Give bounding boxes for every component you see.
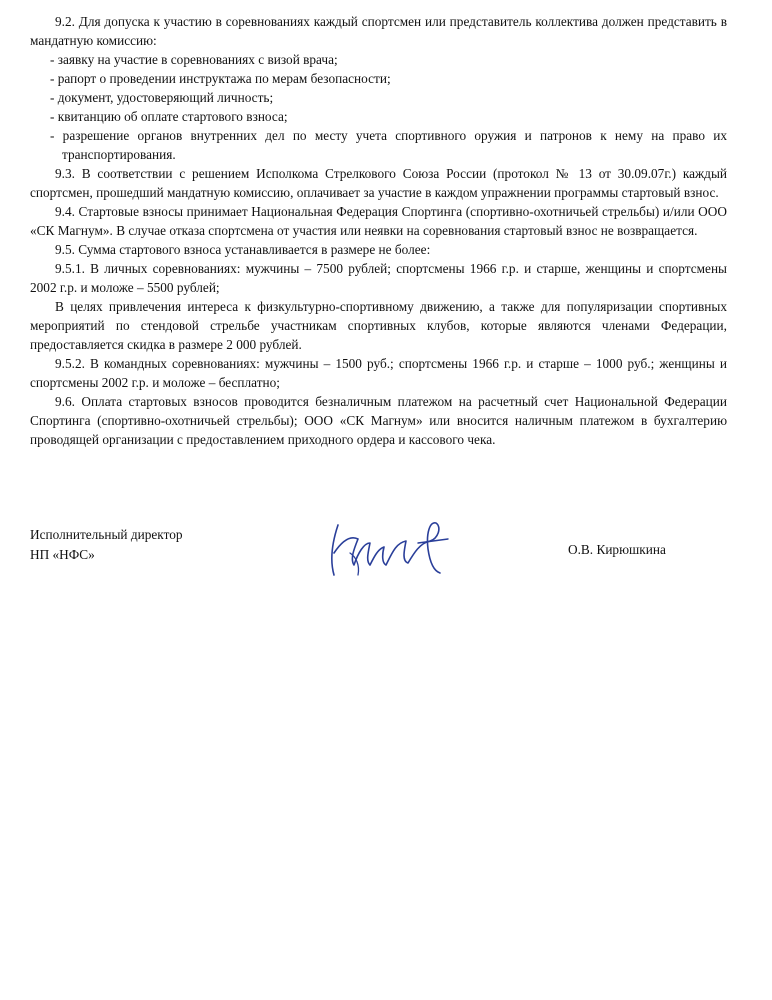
list-item-application: - заявку на участие в соревнованиях с визой врача; (50, 52, 338, 67)
document-body (30, 12, 727, 449)
list-item-id-document: - документ, удостоверяющий личность; (50, 90, 274, 105)
paragraph-discount: В целях привлечения интереса к физкультурно-спортивному движению, а также для популяризации спортивных мероприятий по стендовой стрельбе участникам спортивных клубов, которые являются членами Федерации, предоставляется скидка в размере 2 000 рублей. (30, 299, 727, 352)
signature-block (30, 525, 727, 575)
list-item-weapon-permit: - разрешение органов внутренних дел по месту учета спортивного оружия и патронов к нему на право их транспортирования. (50, 128, 727, 162)
signer-organization: НП «НФС» (30, 547, 95, 562)
signer-name: О.В. Кирюшкина (568, 542, 666, 557)
paragraph-9-3: 9.3. В соответствии с решением Исполкома Стрелкового Союза России (протокол № 13 от 30.09.07г.) каждый спортсмен, прошедший мандатную комиссию, оплачивает за участие в каждом упражнении программы стартовый взнос. (30, 166, 727, 200)
paragraph-9-2: 9.2. Для допуска к участию в соревнованиях каждый спортсмен или представитель коллектива должен представить в мандатную комиссию: (30, 14, 727, 48)
paragraph-9-6: 9.6. Оплата стартовых взносов проводится безналичным платежом на расчетный счет Национальной Федерации Спортинга (спортивно-охотничьей стрельбы); ООО «СК Магнум» или вносится наличным платежом в бухгалтерию проводящей организации с предоставлением приходного ордера и кассового чека. (30, 394, 727, 447)
paragraph-9-4: 9.4. Стартовые взносы принимает Национальная Федерация Спортинга (спортивно-охотничьей стрельбы) и/или ООО «СК Магнум». В случае отказа спортсмена от участия или неявки на соревнования стартовый взнос не возвращается. (30, 204, 727, 238)
paragraph-9-5-2: 9.5.2. В командных соревнованиях: мужчины – 1500 руб.; спортсмены 1966 г.р. и старше – 1000 руб.; женщины и спортсмены 2002 г.р. и моложе – бесплатно; (30, 356, 727, 390)
list-item-safety-report: - рапорт о проведении инструктажа по мерам безопасности; (50, 71, 391, 86)
list-item-fee-receipt: - квитанцию об оплате стартового взноса; (50, 109, 288, 124)
paragraph-9-5-1: 9.5.1. В личных соревнованиях: мужчины – 7500 рублей; спортсмены 1966 г.р. и старше, женщины и спортсмены 2002 г.р. и моложе – 5500 рублей; (30, 261, 727, 295)
handwritten-signature-icon (320, 513, 470, 583)
paragraph-9-5: 9.5. Сумма стартового взноса устанавливается в размере не более: (55, 242, 431, 257)
signer-title: Исполнительный директор (30, 527, 183, 542)
